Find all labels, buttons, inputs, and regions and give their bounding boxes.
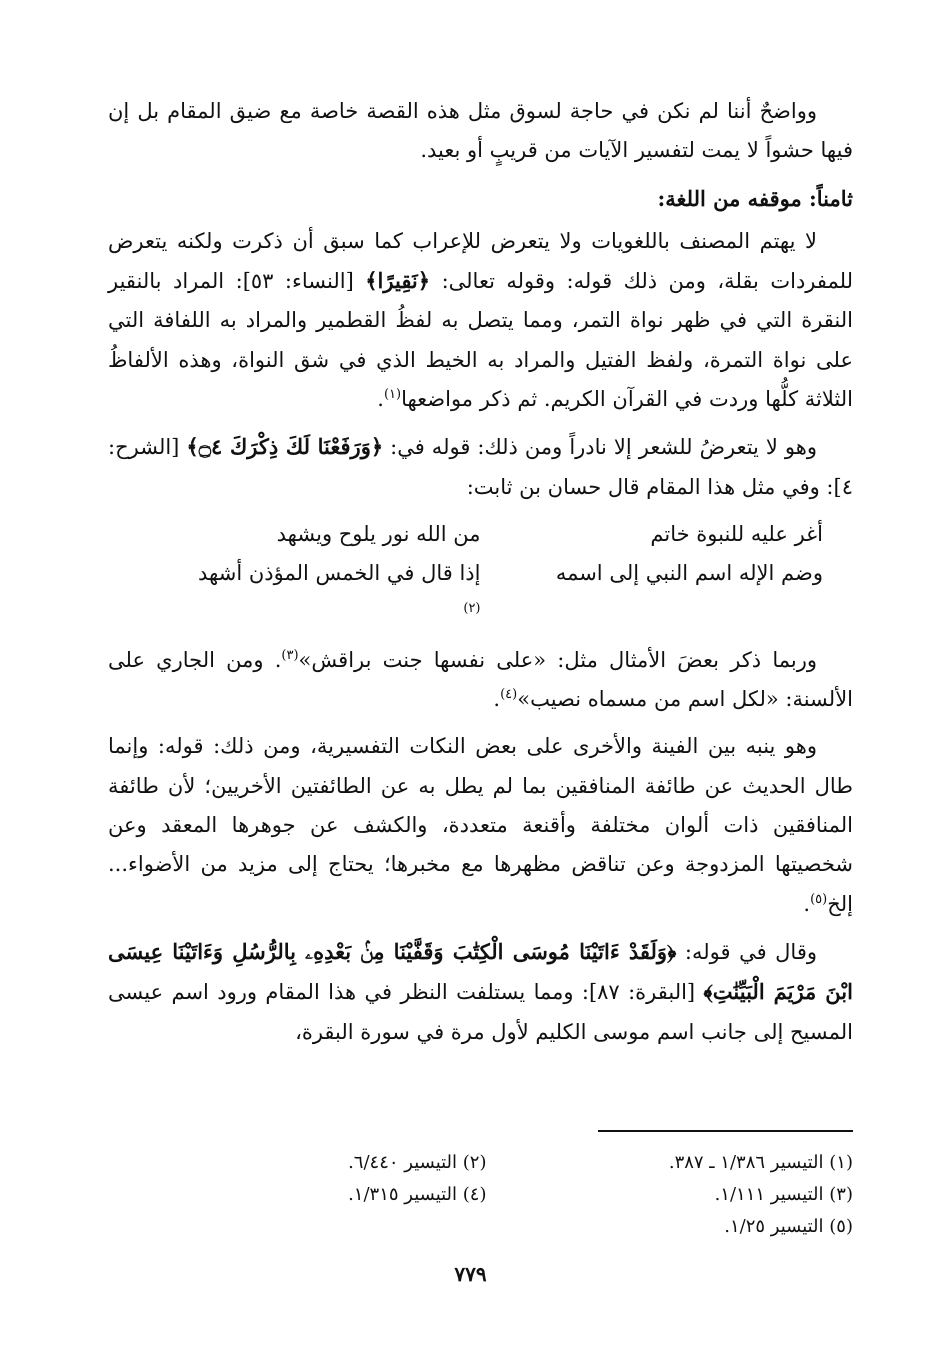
- poem-line-1-right: أغر عليه للنبوة خاتم: [650, 521, 823, 546]
- footnote-ref-4: (٤): [500, 687, 518, 703]
- paragraph-6: [108, 932, 853, 1052]
- paragraph-6-text-a: وقال في قوله:: [676, 939, 817, 964]
- section-heading-text: ثامناً: موقفه من اللغة:: [657, 185, 853, 211]
- paragraph-5-text: وهو ينبه بين الفينة والأخرى على بعض النكات التفسيرية، ومن ذلك: قوله: وإنما طال الحديث عن طائفة المنافقين بما لم يطل به عن الطائفتين الأخريين؛ لأن طائفة المنافقين ذات ألوان مختلفة وأقنعة متعددة، والكشف عن جوهرها المعقد وعن شخصيتها المزدوجة وعن تناقض مظهرها مع مخبرها؛ يحتاج إلى مزيد من الأضواء... إلخ: [108, 734, 853, 916]
- body-text: [108, 92, 853, 1060]
- paragraph-5: [108, 727, 853, 923]
- footnotes: [120, 1130, 853, 1242]
- paragraph-4: [108, 641, 853, 720]
- poem-line-2-left: [178, 554, 481, 633]
- page-number: ٧٧٩: [454, 1262, 487, 1286]
- paragraph-6-text-b: [البقرة: ٨٧]: ومما يستلفت النظر في هذا المقام ورود اسم عيسى المسيح إلى جانب اسم موسى الكليم لأول مرة في سورة البقرة،: [108, 980, 853, 1044]
- paragraph-2-text-b: [النساء: ٥٣]: المراد بالنقير النقرة التي في ظهر نواة التمر، ومما يتصل به لفظُ القطمير والمراد به اللفافة التي على نواة التمرة، ولفظ الفتيل والمراد به الخيط الذي في شق النواة، وهذه الألفاظُ الثلاثة كلُّها وردت في القرآن الكريم. ثم ذكر مواضعها: [108, 269, 853, 412]
- section-heading: [108, 179, 853, 218]
- paragraph-5-end: .: [803, 891, 811, 916]
- poem-line-2-right: وضم الإله اسم النبي إلى اسمه: [555, 561, 823, 586]
- paragraph-2-end: .: [377, 387, 384, 412]
- paragraph-3-text-a: وهو لا يتعرضُ للشعر إلا نادراً ومن ذلك: قوله في:: [383, 435, 817, 460]
- paragraph-1: [108, 92, 853, 171]
- quran-verse-3: ﴿وَلَقَدْ ءَاتَيْنَا مُوسَى الْكِتَٰبَ وَقَفَّيْنَا مِنۢ بَعْدِهِۦ بِالرُّسُلِ وَءَاتَيْنَا عِيسَى ابْنَ مَرْيَمَ الْبَيِّنَٰتِ﴾: [108, 938, 853, 1005]
- quran-verse-2: ﴿وَرَفَعْنَا لَكَ ذِكْرَكَ ۝٤﴾: [186, 434, 384, 460]
- footnote-ref-3: (٣): [281, 647, 299, 663]
- paragraph-4-end: .: [493, 687, 501, 712]
- poem-verses: [108, 515, 853, 633]
- footnote-3: (٣) التيسير ١/١١١.: [714, 1184, 853, 1205]
- poem-line-2-left-text: إذا قال في الخمس المؤذن أشهد: [198, 561, 481, 586]
- paragraph-3-text-b: [الشرح: ٤]: وفي مثل هذا المقام قال حسان بن ثابت:: [108, 435, 853, 499]
- footnote-ref-5: (٥): [810, 891, 828, 907]
- footnote-1: (١) التيسير ١/٣٨٦ ـ ٣٨٧.: [668, 1152, 853, 1173]
- quran-verse-1: ﴿نَقِيرًا﴾: [365, 268, 431, 294]
- footnote-2: (٢) التيسير ٦/٤٤٠.: [348, 1152, 487, 1173]
- paragraph-2-text-a: لا يهتم المصنف باللغويات ولا يتعرض للإعراب كما سبق أن ذكرت ولكنه يتعرض للمفردات بقلة، ومن ذلك قوله: وقوله تعالى:: [108, 228, 853, 294]
- footnote-4: (٤) التيسير ١/٣١٥.: [348, 1184, 487, 1205]
- poem-line-1-left: من الله نور يلوح ويشهد: [276, 521, 481, 546]
- paragraph-4-text-a: وربما ذكر بعضَ الأمثال مثل: «على نفسها جنت براقش»: [298, 647, 817, 672]
- paragraph-4-text-b: . ومن الجاري على الألسنة: «لكل اسم من مسماه نصيب»: [108, 647, 853, 712]
- paragraph-3: [108, 427, 853, 507]
- paragraph-1-text: وواضحٌ أننا لم نكن في حاجة لسوق مثل هذه القصة خاصة مع ضيق المقام بل إن فيها حشواً لا يمت لتفسير الآيات من قريبٍ أو بعيد.: [108, 99, 853, 163]
- footnote-ref-1: (١): [383, 387, 402, 403]
- footnote-ref-2: (٢): [463, 600, 481, 616]
- paragraph-2: [108, 222, 853, 419]
- footnote-5: (٥) التيسير ١/٢٥.: [724, 1216, 853, 1237]
